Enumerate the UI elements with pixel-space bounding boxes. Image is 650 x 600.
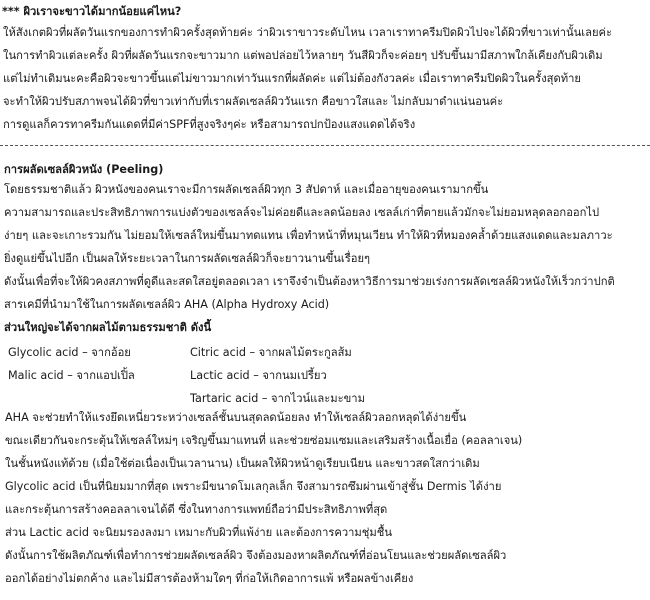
section2-title: การผลัดเซลล์ผิวหนัง (Peeling)	[4, 163, 164, 176]
paragraph-line: Glycolic acid เป็นที่นิยมมากที่สุด เพราะมีขนาดโมเลกุลเล็ก จึงสามารถซึมผ่านเข้าสู่ชั้น Dermis ได้ง่าย	[5, 480, 502, 493]
paragraph-line: ดังนั้นเพื่อที่จะให้ผิวคงสภาพที่ดูดีและสดใสอยู่ตลอดเวลา เราจึงจำเป็นต้องหาวิธีการมาช่วยเร่งการผลัดเซลล์ผิวหนังให้เร็วกว่าปกติ	[4, 275, 615, 288]
paragraph-line: การดูแลก็ควรทาครีมกันแดดที่มีค่าSPFที่สูงจริงๆค่ะ หรือสามารถปกป้องแสงแดดได้จริง	[3, 118, 416, 131]
dashed-divider	[0, 145, 650, 146]
acid-item: Citric acid – จากผลไม้ตระกูลส้ม	[190, 346, 352, 359]
paragraph-line: ยิ่งดูแย่ขึ้นไปอีก เป็นผลให้ระยะเวลาในการผลัดเซลล์ผิวก็จะยาวนานขึ้นเรื่อยๆ	[4, 252, 371, 265]
paragraph-line: ออกได้อย่างไม่ตกค้าง และไม่มีสารต้องห้ามใดๆ ที่ก่อให้เกิดอาการแพ้ หรือผลข้างเคียง	[5, 572, 414, 585]
paragraph-line: ความสามารถและประสิทธิภาพการแบ่งตัวของเซลล์จะไม่ค่อยดีและลดน้อยลง เซลล์เก่าที่ตายแล้วมักจะไม่ยอมหลุดลอกออกไป	[4, 206, 600, 219]
paragraph-line: ให้สังเกตผิวที่ผลัดวันแรกของการทำผิวครั้งสุดท้ายค่ะ ว่าผิวเราขาวระดับไหน เวลาเราทาครีมปิดผิวไปจะได้ผิวที่ขาวเท่านั้นเลยค่ะ	[3, 26, 613, 39]
paragraph-line: โดยธรรมชาติแล้ว ผิวหนังของคนเราจะมีการผลัดเซลล์ผิวทุก 3 สัปดาห์ และเมื่ออายุของคนเรามากขึ้น	[4, 183, 489, 196]
paragraph-line: ในการทำผิวแต่ละครั้ง ผิวที่ผลัดวันแรกจะขาวมาก แต่พอปล่อยไว้หลายๆ วันสีผิวก็จะค่อยๆ ปรับขึ้นมามีสภาพใกล้เคียงกับผิวเดิม	[3, 49, 603, 62]
paragraph-line: ส่วน Lactic acid จะนิยมรองลงมา เหมาะกับผิวที่แพ้ง่าย และต้องการความชุ่มชื้น	[5, 526, 393, 539]
paragraph-line: และกระตุ้นการสร้างคอลลาเจนได้ดี ซึ่งในทางการแพทย์ถือว่ามีประสิทธิภาพที่สุด	[5, 503, 388, 516]
paragraph-line: ง่ายๆ และจะเกาะรวมกัน ไม่ยอมให้เซลล์ใหม่ขึ้นมาทดแทน เพื่อทำหน้าที่หมุนเวียน ทำให้ผิวที่หมองคล้ำด้วยแสงแดดและมลภาวะ	[4, 229, 613, 242]
paragraph-line: สารเคมีที่นำมาใช้ในการผลัดเซลล์ผิว AHA (Alpha Hydroxy Acid)	[4, 298, 330, 311]
section1-title: *** ผิวเราจะขาวได้มากน้อยแค่ไหน?	[2, 5, 182, 18]
paragraph-line: ในชั้นหนังแท้ด้วย (เมื่อใช้ต่อเนื่องเป็นเวลานาน) เป็นผลให้ผิวหน้าดูเรียบเนียน และขาวสดใสกว่าเดิม	[5, 457, 480, 470]
acid-item: Lactic acid – จากนมเปรี้ยว	[190, 369, 327, 382]
acid-item: Malic acid – จากแอปเปิ้ล	[8, 369, 135, 382]
paragraph-line: AHA จะช่วยทำให้แรงยึดเหนี่ยวระหว่างเซลล์ชั้นบนสุดลดน้อยลง ทำให้เซลล์ผิวลอกหลุดได้ง่ายขึ้น	[5, 411, 467, 424]
acid-item: Tartaric acid – จากไวน์และมะขาม	[190, 392, 365, 405]
acid-item: Glycolic acid – จากอ้อย	[8, 346, 131, 359]
paragraph-line: ขณะเดียวกันจะกระตุ้นให้เซลล์ใหม่ๆ เจริญขึ้นมาแทนที่ และช่วยซ่อมแซมและเสริมสร้างเนื้อเยื่อ (คอลลาเจน)	[5, 434, 523, 447]
sources-heading: ส่วนใหญ่จะได้จากผลไม้ตามธรรมชาติ ดังนี้	[4, 321, 212, 334]
paragraph-line: จะทำให้ผิวปรับสภาพจนได้ผิวที่ขาวเท่ากับที่เราผลัดเซลล์ผิววันแรก คือขาวใสและ ไม่กลับมาดำแน่นอนค่ะ	[3, 95, 504, 108]
paragraph-line: แต่ไม่ทำเดิมนะคะคือผิวจะขาวขึ้นแต่ไม่ขาวมากเท่าวันแรกที่ผลัดค่ะ แต่ไม่ต้องกังวลค่ะ เมื่อเราทาครีมปิดผิวในครั้งสุดท้าย	[3, 72, 581, 85]
paragraph-line: ดังนั้นการใช้ผลิตภัณฑ์เพื่อทำการช่วยผลัดเซลล์ผิว จึงต้องมองหาผลิตภัณฑ์ที่อ่อนโยนและช่วยผลัดเซลล์ผิว	[5, 549, 507, 562]
